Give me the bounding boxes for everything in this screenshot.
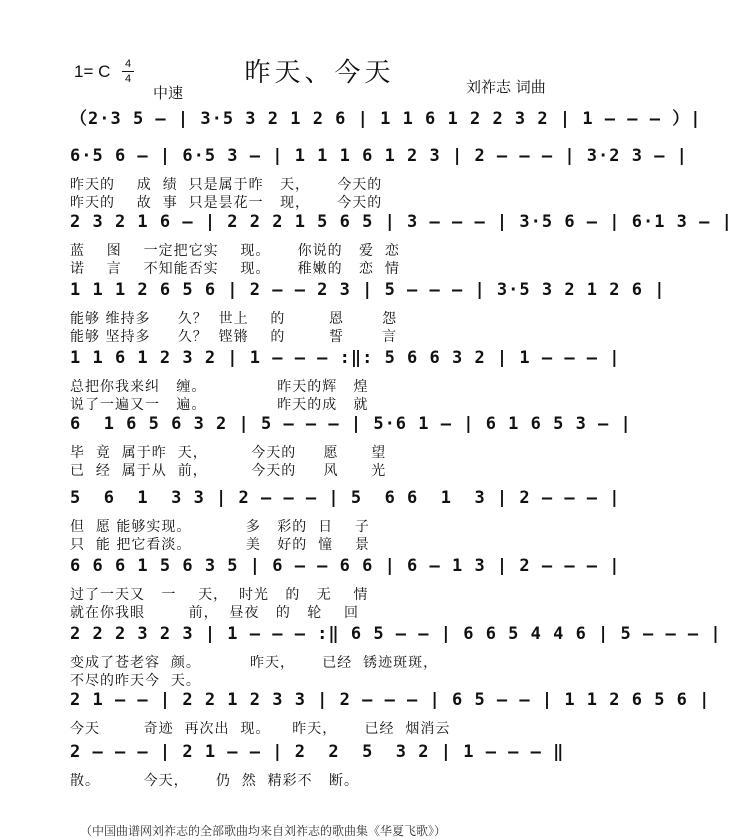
lyric-line: 能够 维持多 久？ 世上 的 恩 怨 — [70, 311, 398, 327]
key-signature: 1= C — [74, 62, 111, 81]
notation-line: 2 2 2 3 2 3 | 1 — — — :‖ 6 5 — — | 6 6 5 4 4 6 | 5 — — — | — [70, 624, 722, 644]
lyric-line: 已 经 属于从 前， 今天的 风 光 — [70, 463, 387, 479]
lyric-line: 不尽的昨天今 天。 — [70, 673, 201, 689]
lyric-line: 总把你我来纠 缠。 昨天的辉 煌 — [70, 379, 369, 395]
lyric-line: 诺 言 不知能否实 现。 稚嫩的 恋 情 — [70, 261, 400, 277]
lyric-line: 变成了苍老容 颜。 昨天， 已经 锈迹斑斑， — [70, 655, 439, 671]
notation-line: 2 3 2 1 6 — | 2 2 2 1 5 6 5 | 3 — — — | 3·5 6 — | 6·1 3 — | — [70, 212, 733, 232]
notation-line: 1 1 1 2 6 5 6 | 2 — — 2 3 | 5 — — — | 3·5 3 2 1 2 6 | — [70, 280, 666, 300]
lyric-line: 散。 今天， 仍 然 精彩不 断。 — [70, 773, 360, 789]
time-signature-bottom: 4 — [124, 73, 132, 85]
notation-line: 6 1 6 5 6 3 2 | 5 — — — | 5·6 1 — | 6 1 6 5 3 — | — [70, 414, 632, 434]
lyric-line: 毕 竟 属于昨 天， 今天的 愿 望 — [70, 445, 387, 461]
lyric-line: 蓝 图 一定把它实 现。 你说的 爱 恋 — [70, 243, 400, 259]
song-title: 昨天、今天 — [244, 58, 395, 88]
lyric-line: 就在你我眼 前， 昼夜 的 轮 回 — [70, 605, 360, 621]
notation-line: 1 1 6 1 2 3 2 | 1 — — — :‖: 5 6 6 3 2 | 1 — — — | — [70, 348, 621, 368]
lyric-line: 今天 奇迹 再次出 现。 昨天， 已经 烟消云 — [70, 721, 451, 737]
lyric-line: 过了一天又 一 天， 时光 的 无 情 — [70, 587, 369, 603]
notation-line: 5 6 1 3 3 | 2 — — — | 5 6 6 1 3 | 2 — — — | — [70, 488, 621, 508]
lyric-line: 昨天的 故 事 只是昙花一 现， 今天的 — [70, 195, 383, 211]
notation-line: 6·5 6 — | 6·5 3 — | 1 1 1 6 1 2 3 | 2 — — — | 3·2 3 — | — [70, 146, 688, 166]
footnote: （中国曲谱网刘祚志的全部歌曲均来自刘祚志的歌曲集《华夏飞歌》） — [80, 824, 447, 838]
lyric-line: 能够 坚持多 久？ 铿锵 的 誓 言 — [70, 329, 398, 345]
notation-line: 6 6 6 1 5 6 3 5 | 6 — — 6 6 | 6 — 1 3 | 2 — — — | — [70, 556, 621, 576]
author-credit: 刘祚志 词曲 — [466, 78, 546, 96]
tempo-marking: 中速 — [153, 84, 184, 102]
lyric-line: 但 愿 能够实现。 多 彩的 日 子 — [70, 519, 370, 535]
lyric-line: 说了一遍又一 遍。 昨天的成 就 — [70, 397, 369, 413]
notation-line: 2 1 — — | 2 2 1 2 3 3 | 2 — — — | 6 5 — — | 1 1 2 6 5 6 | — [70, 690, 711, 710]
notation-line: （2·3 5 — | 3·5 3 2 1 2 6 | 1 1 6 1 2 2 3 2 | 1 — — — ）| — [70, 109, 702, 129]
lyric-line: 只 能 把它看淡。 美 好的 憧 景 — [70, 537, 370, 553]
notation-line: 2 — — — | 2 1 — — | 2 2 5 3 2 | 1 — — — ‖ — [70, 742, 565, 762]
lyric-line: 昨天的 成 绩 只是属于昨 天， 今天的 — [70, 177, 383, 193]
time-signature-top: 4 — [124, 58, 132, 70]
